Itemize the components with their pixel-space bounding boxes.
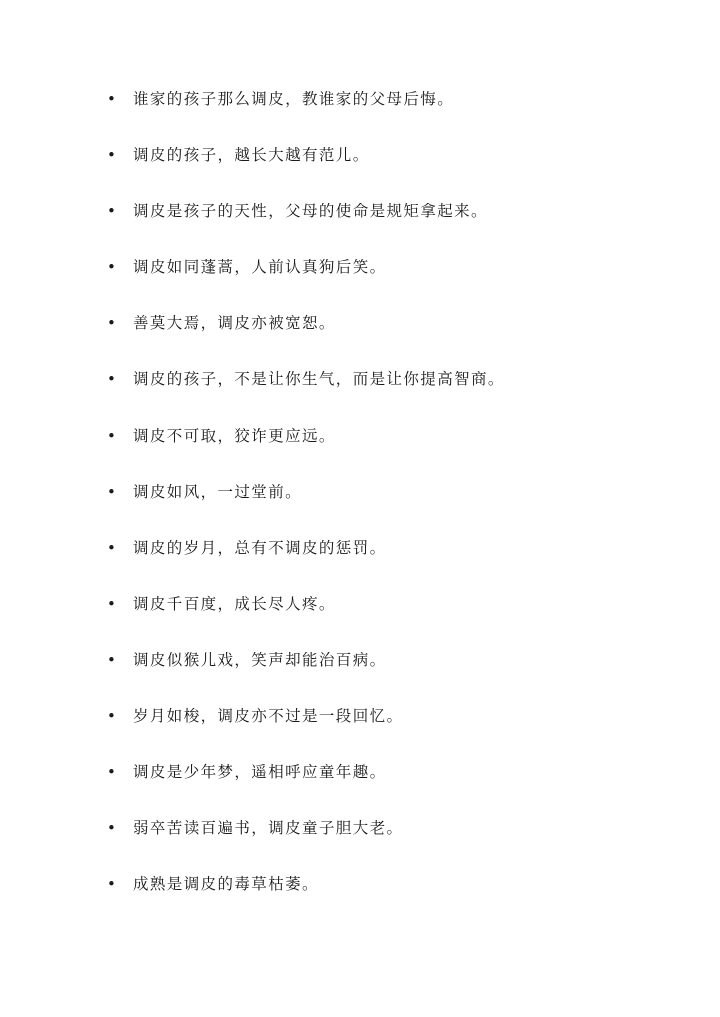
list-item	[0, 477, 720, 533]
list-item	[0, 252, 720, 308]
list-item	[0, 421, 720, 477]
bullet-icon: •	[107, 202, 118, 221]
quote-text: 弱卒苦读百遍书，调皮童子胆大老。	[133, 819, 404, 838]
bullet-icon: •	[107, 763, 118, 782]
bullet-icon: •	[107, 426, 118, 445]
list-item	[0, 757, 720, 813]
list-item	[0, 701, 720, 757]
quote-text: 谁家的孩子那么调皮，教谁家的父母后悔。	[133, 90, 455, 108]
quote-text: 岁月如梭，调皮亦不过是一段回忆。	[133, 707, 404, 726]
bullet-icon: •	[107, 650, 118, 669]
list-item	[0, 813, 720, 869]
bullet-icon: •	[107, 594, 118, 613]
quote-text: 调皮不可取，狡诈更应远。	[133, 426, 336, 445]
quote-list	[0, 84, 720, 925]
quote-text: 调皮是少年梦，遥相呼应童年趣。	[133, 763, 387, 782]
quote-text: 调皮的孩子，不是让你生气，而是让你提高智商。	[133, 370, 505, 389]
quote-text: 调皮千百度，成长尽人疼。	[133, 594, 336, 613]
list-item	[0, 869, 720, 925]
bullet-icon: •	[107, 258, 118, 277]
bullet-icon: •	[107, 90, 118, 108]
bullet-icon: •	[107, 819, 118, 838]
quote-text: 调皮是孩子的天性，父母的使命是规矩拿起来。	[133, 202, 488, 221]
list-item	[0, 196, 720, 252]
list-item	[0, 589, 720, 645]
bullet-icon: •	[107, 370, 118, 389]
quote-text: 调皮如同蓬蒿，人前认真狗后笑。	[133, 258, 387, 277]
list-item	[0, 84, 720, 140]
list-item	[0, 533, 720, 589]
quote-text: 调皮的孩子，越长大越有范儿。	[133, 146, 370, 165]
quote-text: 善莫大焉，调皮亦被宽恕。	[133, 314, 336, 333]
list-item	[0, 364, 720, 420]
bullet-icon: •	[107, 314, 118, 333]
bullet-icon: •	[107, 482, 118, 501]
list-item	[0, 140, 720, 196]
bullet-icon: •	[107, 707, 118, 726]
quote-text: 成熟是调皮的毒草枯萎。	[133, 875, 319, 894]
bullet-icon: •	[107, 875, 118, 894]
quote-text: 调皮如风，一过堂前。	[133, 482, 303, 501]
quote-text: 调皮似猴儿戏，笑声却能治百病。	[133, 650, 387, 669]
bullet-icon: •	[107, 538, 118, 557]
quote-text: 调皮的岁月，总有不调皮的惩罚。	[133, 538, 387, 557]
bullet-icon: •	[107, 146, 118, 165]
list-item	[0, 308, 720, 364]
list-item	[0, 645, 720, 701]
